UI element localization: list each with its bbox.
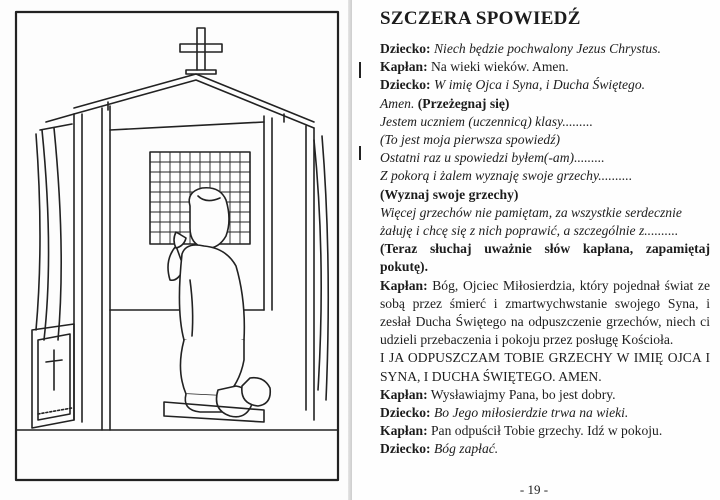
dialogue-line (380, 386, 710, 404)
dialogue-line (380, 58, 710, 76)
speaker-label: Kapłan: (380, 277, 428, 293)
dialogue-line: Ostatni raz u spowiedzi byłem(-am)......... (380, 150, 605, 166)
speaker-label: Dziecko: (380, 441, 431, 457)
dialogue-line: Jestem uczniem (uczennicą) klasy......... (380, 113, 593, 129)
line-text: Bóg zapłać. (430, 441, 499, 457)
line-text: Wysławiajmy Pana, bo jest dobry. (427, 386, 616, 402)
margin-mark (359, 146, 361, 160)
left-page (0, 0, 352, 500)
line-text: Na wieki wieków. Amen. (427, 59, 569, 75)
instruction-text: (Przeżegnaj się) (414, 95, 510, 111)
instruction-line: (Teraz słuchaj uważnie słów kapłana, zapamiętaj pokutę). (380, 241, 710, 275)
instruction-line: (Wyznaj swoje grzechy) (380, 186, 519, 202)
dialogue-line (380, 440, 710, 458)
page-number: - 19 - (519, 482, 549, 497)
speaker-label: Kapłan: (380, 59, 428, 75)
margin-mark (359, 62, 361, 78)
dialogue-line (380, 95, 710, 113)
dialogue-line: (To jest moja pierwsza spowiedź) (380, 132, 561, 148)
confession-text (380, 8, 710, 459)
speaker-label: Dziecko: (380, 405, 431, 421)
dialogue-line: żałuję i chcę się z nich poprawić, a szczególnie z.......... (380, 223, 679, 239)
line-text: Bo Jego miłosierdzie trwa na wieki. (430, 405, 629, 421)
line-text: Niech będzie pochwalony Jezus Chrystus. (430, 41, 661, 56)
speaker-label: Kapłan: (380, 386, 428, 402)
line-text: W imię Ojca i Syna, i Ducha Świętego. (430, 77, 646, 93)
dialogue-line (380, 40, 710, 58)
dialogue-lines (380, 40, 710, 459)
right-page (352, 0, 720, 500)
page-title: SZCZERA SPOWIEDŹ (380, 8, 581, 29)
absolution-formula: I JA ODPUSZCZAM TOBIE GRZECHY W IMIĘ OJCA I SYNA, I DUCHA ŚWIĘTEGO. AMEN. (380, 350, 710, 384)
dialogue-line (380, 404, 710, 422)
absolution-text: Bóg, Ojciec Miłosierdzia, który pojednał świat ze sobą przez śmierć i zmartwychwstanie swojego Syna, i zesłał Ducha Świętego na odpuszczenie grzechów, niech ci udzieli przebaczenia i pokoju przez posługę Kościoła. (380, 277, 710, 348)
dialogue-line: Więcej grzechów nie pamiętam, za wszystkie serdecznie (380, 204, 682, 220)
speaker-label: Dziecko: (380, 41, 431, 56)
confessional-illustration (14, 10, 340, 484)
dialogue-line: Z pokorą i żalem wyznaję swoje grzechy.......... (380, 168, 633, 184)
speaker-label: Dziecko: (380, 77, 431, 93)
line-text: Amen. (380, 95, 415, 111)
dialogue-line (380, 76, 710, 94)
dialogue-line (380, 277, 710, 350)
line-text: Pan odpuścił Tobie grzechy. Idź w pokoju. (427, 423, 663, 439)
cross-top-icon (180, 28, 222, 74)
speaker-label: Kapłan: (380, 423, 428, 439)
dialogue-line (380, 422, 710, 440)
